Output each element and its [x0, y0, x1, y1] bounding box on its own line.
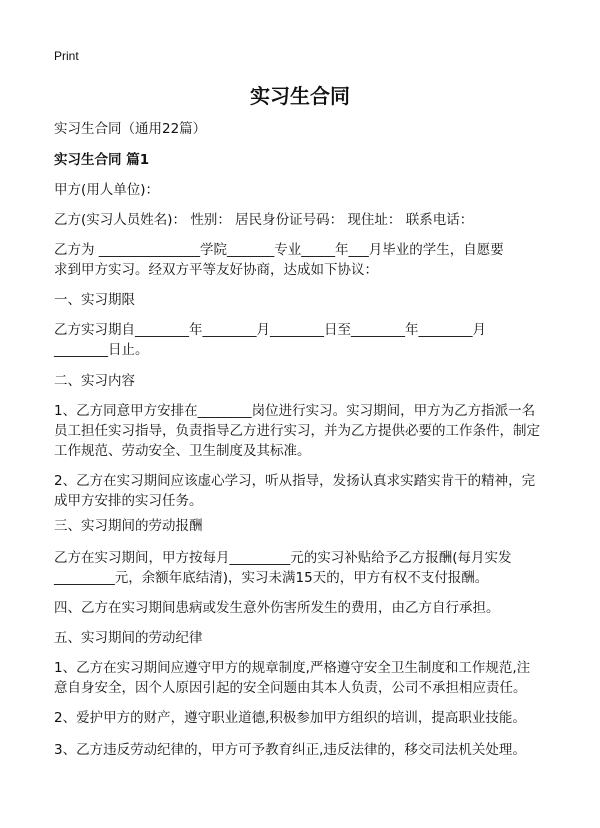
paragraph-line: 乙方(实习人员姓名)： 性别： 居民身份证号码： 现住址： 联系电话： — [54, 212, 474, 228]
paragraph — [54, 371, 135, 391]
paragraph — [54, 240, 504, 280]
paragraph — [54, 210, 473, 230]
paragraph-line: 1、乙方同意甲方安排在________岗位进行实习。实习期间，甲方为乙方指派一名 — [54, 403, 536, 419]
paragraph-line: 甲方(用人单位)： — [54, 182, 160, 198]
paragraph-line: 意自身安全，因个人原因引起的安全问题由其本人负责，公司不承担相应责任。 — [54, 680, 527, 696]
section-heading: 实习生合同 篇1 — [54, 152, 150, 168]
paragraph-line: 成甲方安排的实习任务。 — [54, 493, 203, 509]
paragraph — [54, 658, 530, 698]
paragraph-line: 1、乙方在实习期间应遵守甲方的规章制度,严格遵守安全卫生制度和工作规范,注 — [54, 660, 531, 676]
paragraph-line: 3、乙方违反劳动纪律的，甲方可予教育纠正,违反法律的，移交司法机关处理。 — [54, 742, 526, 758]
paragraph-line: ________日止。 — [54, 342, 149, 358]
document-title: 实习生合同 — [250, 84, 350, 108]
paragraph — [54, 740, 526, 760]
paragraph-line: 工作规范、劳动安全、卫生制度及其标准。 — [54, 443, 311, 459]
paragraph-line: 五、实习期间的劳动纪律 — [54, 630, 203, 646]
paragraph — [54, 516, 203, 536]
paragraph — [54, 401, 540, 461]
paragraph-line: 2、乙方在实习期间应该虚心学习，听从指导，发扬认真求实踏实肯干的精神，完 — [54, 473, 536, 489]
paragraph-line: 一、实习期限 — [54, 292, 135, 308]
paragraph-line: 乙方实习期自________年________月________日至________年________月 — [54, 322, 486, 338]
paragraph-line: 员工担任实习指导，负责指导乙方进行实习，并为乙方提供必要的工作条件，制定 — [54, 423, 540, 439]
paragraph-line: 二、实习内容 — [54, 373, 135, 389]
document-subtitle: 实习生合同（通用22篇） — [54, 121, 207, 137]
paragraph — [54, 708, 526, 728]
print-link[interactable]: Print — [54, 49, 79, 63]
paragraph — [54, 471, 535, 511]
paragraph-line: 求到甲方实习。经双方平等友好协商，达成如下协议： — [54, 262, 378, 278]
paragraph — [54, 290, 135, 310]
paragraph — [54, 628, 203, 648]
paragraph-line: 2、爱护甲方的财产，遵守职业道德,积极参加甲方组织的培训，提高职业技能。 — [54, 710, 526, 726]
paragraph — [54, 320, 486, 360]
paragraph-line: 乙方在实习期间，甲方按每月_________元的实习补贴给予乙方报酬(每月实发 — [54, 550, 512, 566]
paragraph — [54, 598, 500, 618]
paragraph-line: 乙方为 _______________学院_______专业_____年___月毕业的学生，自愿要 — [54, 242, 504, 258]
paragraph — [54, 180, 159, 200]
paragraph-line: 四、乙方在实习期间患病或发生意外伤害所发生的费用，由乙方自行承担。 — [54, 600, 500, 616]
paragraph-line: 三、实习期间的劳动报酬 — [54, 518, 203, 534]
paragraph — [54, 548, 512, 588]
paragraph-line: _________元，余额年底结清)，实习未满15天的，甲方有权不支付报酬。 — [54, 570, 489, 586]
